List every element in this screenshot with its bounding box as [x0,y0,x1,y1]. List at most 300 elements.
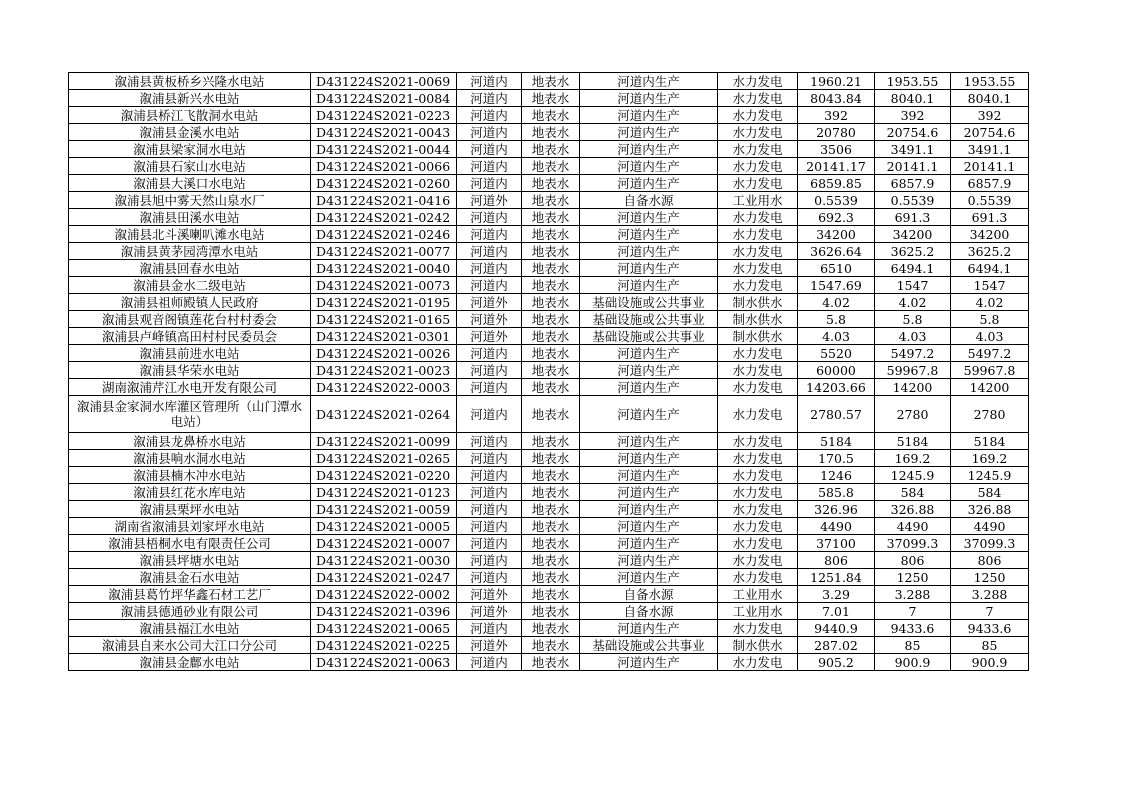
holder-name-cell: 溆浦县桥江飞散洞水电站 [69,107,311,124]
permit-code-cell: D431224S2021-0030 [311,552,457,569]
category-cell: 河道内生产 [580,433,718,450]
amount-c-cell: 691.3 [951,209,1029,226]
source-cell: 地表水 [522,294,580,311]
amount-b-cell: 20141.1 [875,158,951,175]
amount-a-cell: 5.8 [798,311,875,328]
location-cell: 河道内 [457,569,522,586]
amount-b-cell: 6494.1 [875,260,951,277]
table-row [69,260,1029,277]
location-cell: 河道内 [457,433,522,450]
table-row [69,175,1029,192]
amount-a-cell: 905.2 [798,654,875,671]
table-body [69,73,1029,671]
amount-b-cell: 9433.6 [875,620,951,637]
table-row [69,328,1029,345]
location-cell: 河道内 [457,396,522,433]
amount-a-cell: 1547.69 [798,277,875,294]
amount-a-cell: 3506 [798,141,875,158]
permit-code-cell: D431224S2021-0165 [311,311,457,328]
source-cell: 地表水 [522,345,580,362]
amount-c-cell: 1245.9 [951,467,1029,484]
location-cell: 河道内 [457,90,522,107]
category-cell: 河道内生产 [580,450,718,467]
permit-code-cell: D431224S2021-0242 [311,209,457,226]
location-cell: 河道内 [457,243,522,260]
amount-c-cell: 1953.55 [951,73,1029,90]
holder-name-cell: 溆浦县黄茅园湾潭水电站 [69,243,311,260]
use-cell: 水力发电 [718,569,798,586]
category-cell: 河道内生产 [580,552,718,569]
amount-c-cell: 37099.3 [951,535,1029,552]
amount-b-cell: 6857.9 [875,175,951,192]
permit-code-cell: D431224S2021-0059 [311,501,457,518]
amount-c-cell: 6494.1 [951,260,1029,277]
amount-c-cell: 169.2 [951,450,1029,467]
permit-code-cell: D431224S2021-0223 [311,107,457,124]
holder-name-cell: 溆浦县自来水公司大江口分公司 [69,637,311,654]
use-cell: 水力发电 [718,277,798,294]
amount-b-cell: 584 [875,484,951,501]
source-cell: 地表水 [522,654,580,671]
source-cell: 地表水 [522,620,580,637]
use-cell: 工业用水 [718,192,798,209]
category-cell: 河道内生产 [580,243,718,260]
amount-b-cell: 3491.1 [875,141,951,158]
holder-name-cell: 溆浦县德通砂业有限公司 [69,603,311,620]
source-cell: 地表水 [522,362,580,379]
holder-name-cell: 溆浦县金鄜水电站 [69,654,311,671]
source-cell: 地表水 [522,379,580,396]
permit-code-cell: D431224S2021-0220 [311,467,457,484]
use-cell: 水力发电 [718,467,798,484]
permit-code-cell: D431224S2021-0260 [311,175,457,192]
amount-b-cell: 169.2 [875,450,951,467]
holder-name-cell: 溆浦县响水洞水电站 [69,450,311,467]
permit-code-cell: D431224S2021-0396 [311,603,457,620]
table-row [69,379,1029,396]
permit-code-cell: D431224S2021-0195 [311,294,457,311]
use-cell: 水力发电 [718,175,798,192]
source-cell: 地表水 [522,90,580,107]
table-row [69,467,1029,484]
amount-a-cell: 5184 [798,433,875,450]
location-cell: 河道内 [457,209,522,226]
holder-name-cell: 溆浦县坪塘水电站 [69,552,311,569]
location-cell: 河道内 [457,518,522,535]
amount-c-cell: 3491.1 [951,141,1029,158]
amount-b-cell: 85 [875,637,951,654]
location-cell: 河道内 [457,158,522,175]
holder-name-cell: 溆浦县卢峰镇高田村村民委员会 [69,328,311,345]
table-row [69,518,1029,535]
table-row [69,345,1029,362]
amount-c-cell: 5184 [951,433,1029,450]
holder-name-cell: 溆浦县祖师殿镇人民政府 [69,294,311,311]
use-cell: 制水供水 [718,311,798,328]
amount-b-cell: 7 [875,603,951,620]
table-row [69,311,1029,328]
amount-b-cell: 5184 [875,433,951,450]
permit-code-cell: D431224S2021-0069 [311,73,457,90]
amount-a-cell: 392 [798,107,875,124]
amount-b-cell: 806 [875,552,951,569]
amount-a-cell: 170.5 [798,450,875,467]
table-row [69,90,1029,107]
holder-name-cell: 溆浦县黄板桥乡兴隆水电站 [69,73,311,90]
category-cell: 河道内生产 [580,484,718,501]
water-permit-table [68,72,1029,671]
source-cell: 地表水 [522,603,580,620]
permit-code-cell: D431224S2021-0023 [311,362,457,379]
amount-c-cell: 34200 [951,226,1029,243]
amount-a-cell: 1251.84 [798,569,875,586]
source-cell: 地表水 [522,396,580,433]
table-row [69,294,1029,311]
amount-b-cell: 4.02 [875,294,951,311]
amount-b-cell: 691.3 [875,209,951,226]
table-row [69,484,1029,501]
holder-name-cell: 溆浦县华荣水电站 [69,362,311,379]
holder-name-cell: 溆浦县金石水电站 [69,569,311,586]
category-cell: 河道内生产 [580,362,718,379]
amount-a-cell: 14203.66 [798,379,875,396]
permit-code-cell: D431224S2021-0044 [311,141,457,158]
location-cell: 河道内 [457,535,522,552]
source-cell: 地表水 [522,535,580,552]
location-cell: 河道外 [457,192,522,209]
source-cell: 地表水 [522,192,580,209]
amount-a-cell: 4.02 [798,294,875,311]
source-cell: 地表水 [522,243,580,260]
amount-c-cell: 7 [951,603,1029,620]
category-cell: 河道内生产 [580,501,718,518]
location-cell: 河道内 [457,124,522,141]
permit-code-cell: D431224S2021-0123 [311,484,457,501]
holder-name-cell: 溆浦县前进水电站 [69,345,311,362]
amount-c-cell: 6857.9 [951,175,1029,192]
location-cell: 河道内 [457,552,522,569]
source-cell: 地表水 [522,501,580,518]
location-cell: 河道内 [457,141,522,158]
amount-c-cell: 20141.1 [951,158,1029,175]
amount-c-cell: 1547 [951,277,1029,294]
amount-c-cell: 4.03 [951,328,1029,345]
category-cell: 河道内生产 [580,141,718,158]
use-cell: 水力发电 [718,243,798,260]
amount-b-cell: 1245.9 [875,467,951,484]
amount-b-cell: 14200 [875,379,951,396]
source-cell: 地表水 [522,518,580,535]
use-cell: 水力发电 [718,73,798,90]
use-cell: 水力发电 [718,141,798,158]
category-cell: 河道内生产 [580,535,718,552]
use-cell: 水力发电 [718,226,798,243]
use-cell: 水力发电 [718,260,798,277]
amount-b-cell: 326.88 [875,501,951,518]
amount-a-cell: 1960.21 [798,73,875,90]
location-cell: 河道内 [457,73,522,90]
location-cell: 河道内 [457,484,522,501]
amount-c-cell: 9433.6 [951,620,1029,637]
category-cell: 河道内生产 [580,260,718,277]
location-cell: 河道外 [457,311,522,328]
amount-b-cell: 2780 [875,396,951,433]
amount-c-cell: 85 [951,637,1029,654]
permit-code-cell: D431224S2021-0005 [311,518,457,535]
holder-name-cell: 湖南省溆浦县刘家坪水电站 [69,518,311,535]
table-row [69,396,1029,433]
category-cell: 基础设施或公共事业 [580,637,718,654]
use-cell: 工业用水 [718,586,798,603]
amount-a-cell: 8043.84 [798,90,875,107]
use-cell: 制水供水 [718,294,798,311]
permit-code-cell: D431224S2022-0002 [311,586,457,603]
use-cell: 水力发电 [718,379,798,396]
permit-code-cell: D431224S2021-0026 [311,345,457,362]
table-row [69,158,1029,175]
category-cell: 基础设施或公共事业 [580,311,718,328]
permit-code-cell: D431224S2021-0265 [311,450,457,467]
amount-a-cell: 6510 [798,260,875,277]
amount-a-cell: 585.8 [798,484,875,501]
amount-a-cell: 3626.64 [798,243,875,260]
table-row [69,107,1029,124]
source-cell: 地表水 [522,467,580,484]
holder-name-cell: 溆浦县观音阁镇莲花台村村委会 [69,311,311,328]
table-row [69,450,1029,467]
location-cell: 河道内 [457,467,522,484]
location-cell: 河道内 [457,362,522,379]
table-row [69,586,1029,603]
use-cell: 水力发电 [718,107,798,124]
holder-name-cell: 溆浦县金水二级电站 [69,277,311,294]
source-cell: 地表水 [522,569,580,586]
permit-code-cell: D431224S2021-0246 [311,226,457,243]
amount-a-cell: 6859.85 [798,175,875,192]
category-cell: 河道内生产 [580,226,718,243]
source-cell: 地表水 [522,328,580,345]
holder-name-cell: 溆浦县福江水电站 [69,620,311,637]
source-cell: 地表水 [522,124,580,141]
table-row [69,535,1029,552]
holder-name-cell: 溆浦县龙鼻桥水电站 [69,433,311,450]
amount-a-cell: 5520 [798,345,875,362]
permit-code-cell: D431224S2021-0040 [311,260,457,277]
amount-c-cell: 326.88 [951,501,1029,518]
category-cell: 自备水源 [580,586,718,603]
permit-code-cell: D431224S2021-0077 [311,243,457,260]
permit-code-cell: D431224S2022-0003 [311,379,457,396]
table-row [69,209,1029,226]
location-cell: 河道内 [457,277,522,294]
use-cell: 水力发电 [718,209,798,226]
holder-name-cell: 溆浦县旭中雾天然山泉水厂 [69,192,311,209]
amount-c-cell: 392 [951,107,1029,124]
location-cell: 河道外 [457,328,522,345]
permit-code-cell: D431224S2021-0043 [311,124,457,141]
permit-code-cell: D431224S2021-0301 [311,328,457,345]
location-cell: 河道外 [457,294,522,311]
location-cell: 河道内 [457,620,522,637]
category-cell: 河道内生产 [580,396,718,433]
amount-b-cell: 59967.8 [875,362,951,379]
location-cell: 河道内 [457,654,522,671]
category-cell: 河道内生产 [580,73,718,90]
use-cell: 水力发电 [718,484,798,501]
amount-a-cell: 806 [798,552,875,569]
use-cell: 水力发电 [718,362,798,379]
amount-c-cell: 4490 [951,518,1029,535]
use-cell: 水力发电 [718,535,798,552]
holder-name-cell: 溆浦县金家洞水库灌区管理所（山门潭水电站） [69,396,311,433]
category-cell: 自备水源 [580,603,718,620]
category-cell: 河道内生产 [580,518,718,535]
source-cell: 地表水 [522,107,580,124]
table-row [69,433,1029,450]
amount-c-cell: 59967.8 [951,362,1029,379]
permit-code-cell: D431224S2021-0225 [311,637,457,654]
source-cell: 地表水 [522,433,580,450]
holder-name-cell: 溆浦县金溪水电站 [69,124,311,141]
holder-name-cell: 溆浦县田溪水电站 [69,209,311,226]
amount-a-cell: 20780 [798,124,875,141]
holder-name-cell: 溆浦县梁家洞水电站 [69,141,311,158]
amount-b-cell: 1547 [875,277,951,294]
amount-a-cell: 692.3 [798,209,875,226]
location-cell: 河道内 [457,379,522,396]
category-cell: 基础设施或公共事业 [580,328,718,345]
category-cell: 河道内生产 [580,124,718,141]
amount-a-cell: 2780.57 [798,396,875,433]
holder-name-cell: 溆浦县红花水库电站 [69,484,311,501]
amount-a-cell: 37100 [798,535,875,552]
amount-c-cell: 3625.2 [951,243,1029,260]
holder-name-cell: 溆浦县葛竹坪华鑫石材工艺厂 [69,586,311,603]
amount-c-cell: 4.02 [951,294,1029,311]
source-cell: 地表水 [522,586,580,603]
amount-c-cell: 0.5539 [951,192,1029,209]
holder-name-cell: 湖南溆浦芹江水电开发有限公司 [69,379,311,396]
amount-c-cell: 2780 [951,396,1029,433]
amount-c-cell: 806 [951,552,1029,569]
amount-c-cell: 20754.6 [951,124,1029,141]
amount-a-cell: 9440.9 [798,620,875,637]
use-cell: 水力发电 [718,552,798,569]
amount-b-cell: 34200 [875,226,951,243]
use-cell: 水力发电 [718,654,798,671]
amount-b-cell: 5.8 [875,311,951,328]
permit-code-cell: D431224S2021-0007 [311,535,457,552]
amount-a-cell: 4.03 [798,328,875,345]
table-row [69,654,1029,671]
category-cell: 河道内生产 [580,620,718,637]
holder-name-cell: 溆浦县石家山水电站 [69,158,311,175]
table-row [69,637,1029,654]
holder-name-cell: 溆浦县楠木冲水电站 [69,467,311,484]
source-cell: 地表水 [522,484,580,501]
holder-name-cell: 溆浦县新兴水电站 [69,90,311,107]
use-cell: 工业用水 [718,603,798,620]
location-cell: 河道内 [457,175,522,192]
amount-a-cell: 326.96 [798,501,875,518]
amount-b-cell: 37099.3 [875,535,951,552]
source-cell: 地表水 [522,175,580,192]
amount-a-cell: 60000 [798,362,875,379]
table-row [69,620,1029,637]
amount-a-cell: 34200 [798,226,875,243]
location-cell: 河道外 [457,637,522,654]
permit-code-cell: D431224S2021-0063 [311,654,457,671]
category-cell: 河道内生产 [580,379,718,396]
source-cell: 地表水 [522,209,580,226]
table-row [69,362,1029,379]
amount-c-cell: 5.8 [951,311,1029,328]
amount-b-cell: 3.288 [875,586,951,603]
use-cell: 水力发电 [718,501,798,518]
category-cell: 河道内生产 [580,345,718,362]
amount-b-cell: 3625.2 [875,243,951,260]
holder-name-cell: 溆浦县北斗溪喇叭滩水电站 [69,226,311,243]
table-row [69,277,1029,294]
location-cell: 河道内 [457,450,522,467]
table-row [69,552,1029,569]
source-cell: 地表水 [522,73,580,90]
category-cell: 基础设施或公共事业 [580,294,718,311]
water-permit-table-sheet [68,72,1029,671]
amount-a-cell: 4490 [798,518,875,535]
use-cell: 水力发电 [718,518,798,535]
table-row [69,73,1029,90]
table-row [69,569,1029,586]
permit-code-cell: D431224S2021-0099 [311,433,457,450]
amount-c-cell: 900.9 [951,654,1029,671]
permit-code-cell: D431224S2021-0247 [311,569,457,586]
amount-a-cell: 20141.17 [798,158,875,175]
use-cell: 水力发电 [718,433,798,450]
location-cell: 河道内 [457,501,522,518]
table-row [69,124,1029,141]
use-cell: 水力发电 [718,396,798,433]
amount-b-cell: 8040.1 [875,90,951,107]
amount-a-cell: 3.29 [798,586,875,603]
permit-code-cell: D431224S2021-0065 [311,620,457,637]
category-cell: 河道内生产 [580,467,718,484]
amount-c-cell: 3.288 [951,586,1029,603]
table-row [69,501,1029,518]
permit-code-cell: D431224S2021-0416 [311,192,457,209]
category-cell: 河道内生产 [580,90,718,107]
amount-c-cell: 14200 [951,379,1029,396]
amount-b-cell: 4.03 [875,328,951,345]
category-cell: 河道内生产 [580,569,718,586]
amount-b-cell: 5497.2 [875,345,951,362]
amount-b-cell: 20754.6 [875,124,951,141]
use-cell: 水力发电 [718,620,798,637]
amount-a-cell: 1246 [798,467,875,484]
location-cell: 河道外 [457,603,522,620]
location-cell: 河道内 [457,260,522,277]
use-cell: 制水供水 [718,328,798,345]
category-cell: 河道内生产 [580,107,718,124]
source-cell: 地表水 [522,311,580,328]
use-cell: 水力发电 [718,450,798,467]
table-row [69,226,1029,243]
amount-b-cell: 1250 [875,569,951,586]
use-cell: 制水供水 [718,637,798,654]
use-cell: 水力发电 [718,124,798,141]
holder-name-cell: 溆浦县梧桐水电有限责任公司 [69,535,311,552]
source-cell: 地表水 [522,158,580,175]
